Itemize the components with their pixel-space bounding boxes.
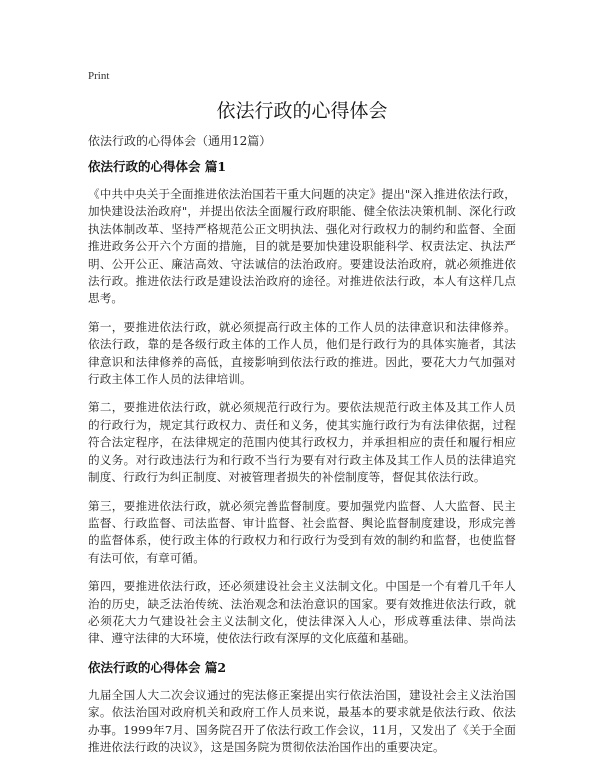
paragraph: 《中共中央关于全面推进依法治国若干重大问题的决定》提出"深入推进依法行政，加快建设法治政府"，并提出依法全面履行政府职能、健全依法决策机制、深化行政执法体制改革、坚持严格规范公正文明执法、强化对行政权力的制约和监督、全面推进政务公开六个方面的措施，目的就是要加快建设职能科学、权责法定、执法严明、公开公正、廉洁高效、守法诚信的法治政府。要建设法治政府，就必须推进依法行政。推进依法行政是建设法治政府的途径。对推进依法行政，本人有这样几点思考。 bbox=[88, 187, 516, 306]
paragraph: 第三，要推进依法行政，就必须完善监督制度。要加强党内监督、人大监督、民主监督、行政监督、司法监督、审计监督、社会监督、舆论监督制度建设，形成完善的监督体系，使行政主体的行政权力和行政行为受到有效的制约和监督，也使监督有法可依，有章可循。 bbox=[88, 498, 516, 565]
document-body bbox=[88, 132, 516, 767]
paragraph: 九届全国人大二次会议通过的宪法修正案提出实行依法治国，建设社会主义法治国家。依法治国对政府机关和政府工作人员来说，最基本的要求就是依法行政、依法办事。1999年7月、国务院召开了依法行政工作会议，11月，又发出了《关于全面推进依法行政的决议》，这是国务院为贯彻依法治国作出的重要决定。 bbox=[88, 687, 516, 754]
section-heading: 依法行政的心得体会 篇2 bbox=[88, 659, 227, 675]
page-title: 依法行政的心得体会 bbox=[216, 100, 388, 122]
section-heading: 依法行政的心得体会 篇1 bbox=[88, 159, 227, 174]
section-1 bbox=[88, 158, 516, 648]
section-2 bbox=[88, 659, 516, 757]
paragraph: 第二，要推进依法行政，就必须规范行政行为。要依法规范行政主体及其工作人员的行政行为，规定其行政权力、责任和义务，使其实施行政行为有法律依据，过程符合法定程序，在法律规定的范围内使其行政权力，并承担相应的责任和履行相应的义务。对行政违法行为和行政不当行为要有对行政主体及其工作人员的法律追究制度、行政行为纠正制度、对被管理者损失的补偿制度等，督促其依法行政。 bbox=[88, 400, 516, 485]
paragraph: 第一，要推进依法行政，就必须提高行政主体的工作人员的法律意识和法律修养。依法行政，靠的是各级行政主体的工作人员，他们是行政行为的具体实施者，其法律意识和法律修养的高低，直接影响到依法行政的推进。因此，要花大力气加强对行政主体工作人员的法律培训。 bbox=[88, 319, 516, 387]
paragraph: 第四，要推进依法行政，还必须建设社会主义法制文化。中国是一个有着几千年人治的历史，缺乏法治传统、法治观念和法治意识的国家。要有效推进依法行政，就必须花大力气建设社会主义法制文化，使法律深入人心，形成尊重法律、崇尚法律、遵守法律的大环境，使依法行政有深厚的文化底蕴和基础。 bbox=[88, 579, 516, 646]
print-link[interactable]: Print bbox=[88, 70, 110, 82]
document-subtitle: 依法行政的心得体会（通用12篇） bbox=[88, 134, 272, 148]
